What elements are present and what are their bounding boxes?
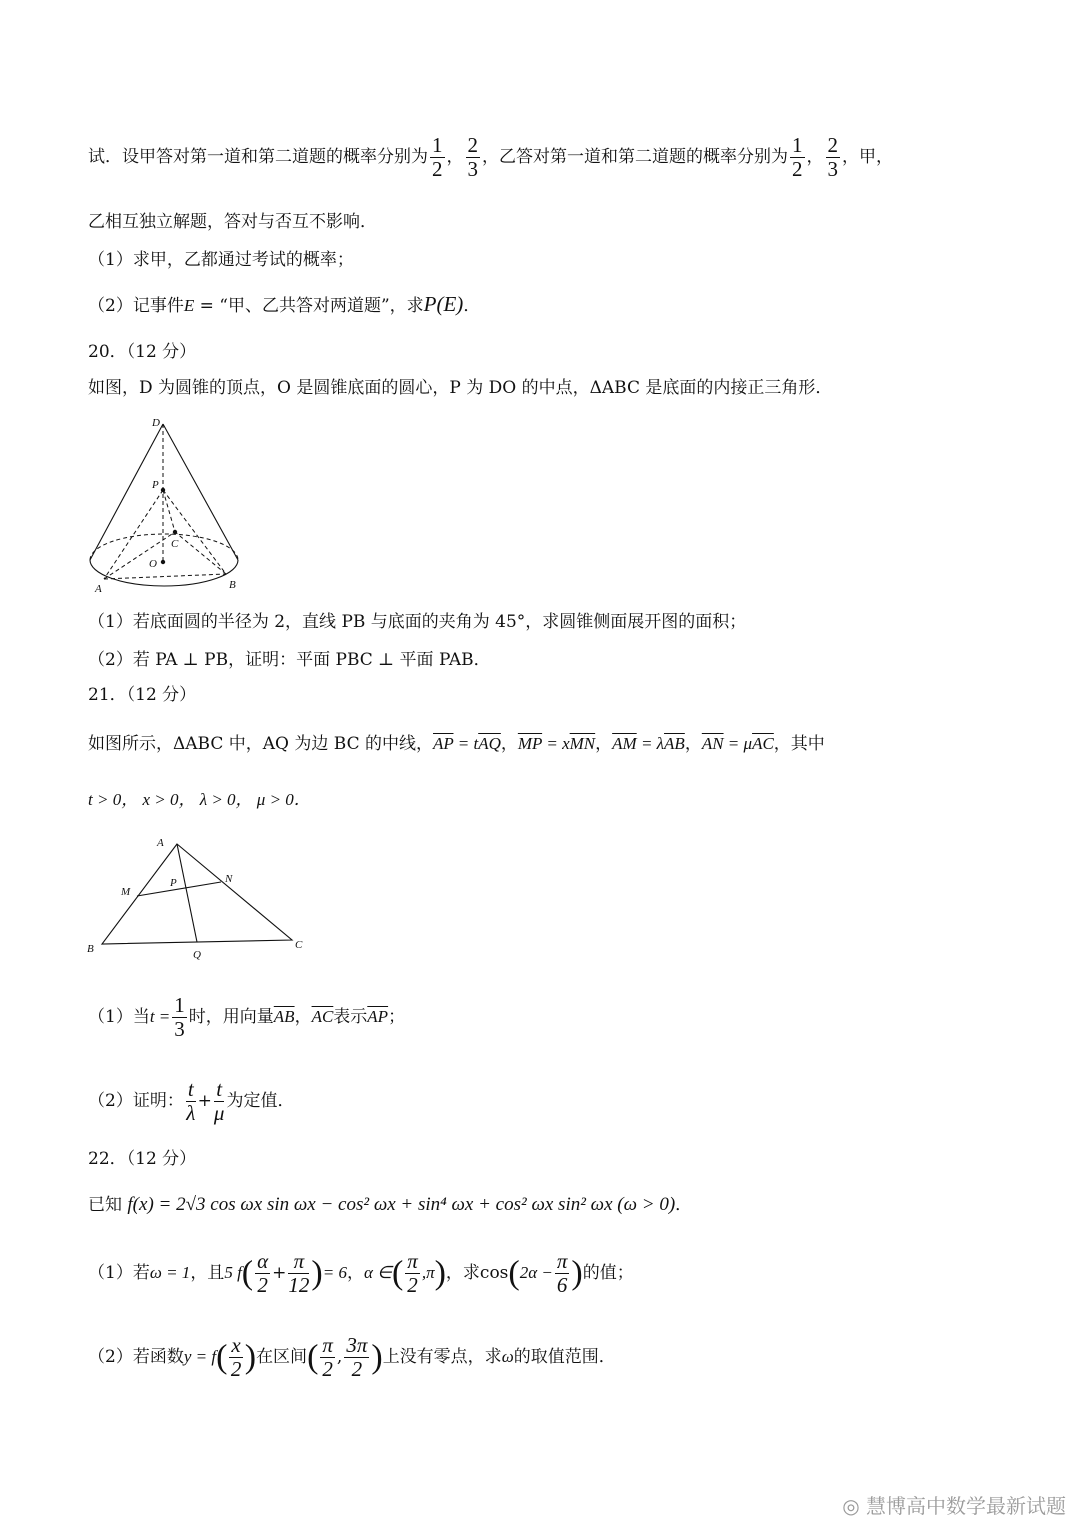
q19-line2: 乙相互独立解题，答对与否互不影响．: [88, 212, 377, 232]
q21-desc-text-b: ，其中: [773, 734, 825, 754]
watermark-text: 慧博高中数学最新试题: [866, 1494, 1066, 1518]
vector-AP: $\overline{AP}$: [433, 734, 454, 753]
q21-sub1-text-c: 表示: [333, 1007, 368, 1028]
wechat-icon: ◎: [842, 1494, 860, 1518]
vector-AC: $\overline{AC}$: [311, 1007, 334, 1027]
q19-line1-text: 试．设甲答对第一道和第二道题的概率分别为: [88, 147, 428, 168]
q19-sub2-text-c: = “甲、乙共答对两道题”，求: [194, 296, 424, 316]
q20-sub1: （1）若底面圆的半径为 2，直线 PB 与底面的夹角为 45°，求圆锥侧面展开图的面积；: [88, 612, 747, 632]
event-symbol: E: [183, 296, 195, 315]
label-C: C: [171, 538, 179, 550]
q19-sub2-text: （2）记事件: [88, 296, 184, 316]
cone-figure: [86, 414, 256, 596]
fraction: $\frac{1}{3}$: [174, 993, 185, 1042]
two-alpha: 2α −: [519, 1263, 553, 1283]
vector-MP: $\overline{MP}$: [517, 734, 543, 753]
label-B: B: [87, 943, 94, 955]
q21-heading: 21．（12 分）: [88, 685, 197, 705]
q21-sub2: （2）证明： $\frac{t}{\lambda}$ + $\frac{t}{\mu}$ 为定值．: [88, 1077, 295, 1126]
five-f: 5 f: [224, 1263, 242, 1283]
label-A: A: [157, 837, 164, 849]
q22-heading: 22．（12 分）: [88, 1149, 197, 1169]
q22-definition: [88, 1195, 692, 1214]
label-N: N: [225, 873, 233, 885]
vec-relation: = μ: [723, 734, 753, 753]
fraction: $\frac{\alpha}{2}$: [257, 1249, 269, 1298]
vector-AM: $\overline{AM}$: [612, 734, 637, 753]
y-equals-f: y = f: [183, 1347, 217, 1367]
q21-desc-text: 如图所示，ΔABC 中，AQ 为边 BC 的中线，: [88, 734, 434, 754]
q19-sub2-text-e: ．: [463, 296, 481, 316]
q22-def-end: ．: [675, 1195, 693, 1215]
watermark: [842, 1490, 1066, 1519]
vector-AP: $\overline{AP}$: [367, 1007, 389, 1027]
q21-sub1: （1）当t = $\frac{1}{3}$ 时，用向量$\overline{AB}$，$\overline{AC}$表示$\overline{AP}$；: [88, 993, 406, 1042]
vec-relation: = λ: [636, 734, 665, 753]
fraction: $\frac{\pi}{12}$: [288, 1249, 310, 1298]
q21-sub1-text: （1）当: [88, 1007, 150, 1028]
label-A: A: [95, 583, 102, 595]
cos-symbol: cos: [479, 1263, 509, 1284]
q21-description: 如图所示，ΔABC 中，AQ 为边 BC 的中线，$\overline{AP} = t\overline{AQ}$，$\overline{MP} = x\overline{MN}$，$\overline{AM} = \lambda\overline{AB}$，$\overline{AN} = \mu\overline{AC}$，其中: [88, 734, 825, 754]
q22-sub1: （1）若ω = 1，且5 f( $\frac{\alpha}{2}$ + $\frac{\pi}{12}$ )= 6，α ∈( $\frac{\pi}{2}$ ,π)，求cos(2α − $\frac{\pi}{6}$ )的值；: [88, 1249, 634, 1298]
q19-line1: 试．设甲答对第一道和第二道题的概率分别为 $\frac{1}{2}$ ， $\frac{2}{3}$ ，乙答对第一道和第二道题的概率分别为 $\frac{1}{2}$ ， $\frac{2}{3}$ ，甲，: [88, 133, 893, 182]
q20-sub2: （2）若 PA ⊥ PB，证明：平面 PBC ⊥ 平面 PAB．: [88, 650, 491, 670]
fraction: $\frac{1}{2}$: [792, 133, 803, 182]
fraction: $\frac{1}{2}$: [432, 133, 443, 182]
q19-line1-text-b: ，乙答对第一道和第二道题的概率分别为: [482, 147, 788, 168]
vec-relation: = t: [453, 734, 479, 753]
q21-sub1-text-b: 时，用向量: [188, 1007, 274, 1028]
vector-AQ: $\overline{AQ}$: [478, 734, 501, 753]
q22-sub1-text: （1）若: [88, 1263, 150, 1284]
fraction: $\frac{t}{\lambda}$: [186, 1077, 196, 1126]
t-equals: t =: [149, 1007, 171, 1027]
label-O: O: [149, 558, 157, 570]
q22-sub2-text-d: 的取值范围．: [513, 1347, 616, 1368]
q22-sub2-text: （2）若函数: [88, 1347, 184, 1368]
label-P: P: [152, 479, 159, 491]
fraction: $\frac{\pi}{2}$: [407, 1249, 418, 1298]
q19-sub1: （1）求甲，乙都通过考试的概率；: [88, 250, 354, 270]
probability-expr: P(E): [423, 292, 464, 316]
fraction: $\frac{2}{3}$: [827, 133, 838, 182]
label-C: C: [295, 939, 303, 951]
q20-description: 如图，D 为圆锥的顶点，O 是圆锥底面的圆心，P 为 DO 的中点，ΔABC 是底面的内接正三角形．: [88, 378, 833, 398]
label-B: B: [229, 579, 236, 591]
label-D: D: [152, 417, 160, 429]
fraction: $\frac{2}{3}$: [467, 133, 478, 182]
q22-def-text: 已知: [88, 1195, 122, 1215]
q22-sub1-text-b: ，且: [190, 1263, 225, 1284]
q22-sub1-text-e: 的值；: [582, 1263, 634, 1284]
fraction: $\frac{\pi}{2}$: [322, 1333, 333, 1382]
equals-six: = 6: [322, 1263, 347, 1283]
vector-AB: $\overline{AB}$: [273, 1007, 295, 1027]
triangle-figure: [84, 834, 314, 964]
function-definition: f(x) = 2√3 cos ωx sin ωx − cos² ωx + sin⁴ ωx + cos² ωx sin² ωx (ω > 0): [127, 1194, 676, 1215]
omega: ω: [501, 1347, 514, 1367]
q21-sub2-text-b: 为定值．: [226, 1091, 295, 1112]
fraction: $\frac{\pi}{6}$: [556, 1249, 568, 1298]
vector-MN: $\overline{MN}$: [569, 734, 596, 753]
q21-sub1-text-d: ；: [388, 1007, 406, 1028]
vector-AN: $\overline{AN}$: [701, 734, 724, 753]
vec-relation: = x: [542, 734, 570, 753]
q20-heading: 20．（12 分）: [88, 342, 197, 362]
fraction: $\frac{3\pi}{2}$: [346, 1333, 368, 1382]
vector-AC: $\overline{AC}$: [752, 734, 774, 753]
q22-sub2-text-b: 在区间: [256, 1347, 308, 1368]
fraction: $\frac{x}{2}$: [230, 1333, 242, 1382]
q19-sub2: [88, 294, 480, 315]
omega-eq: ω = 1: [149, 1263, 191, 1283]
label-Q: Q: [193, 949, 201, 961]
q19-line1-text-c: ，甲，: [842, 147, 893, 168]
q22-sub1-text-d: ，求: [445, 1263, 480, 1284]
q21-sub2-text: （2）证明：: [88, 1091, 184, 1112]
label-M: M: [121, 886, 131, 898]
q22-sub2-text-c: 上没有零点，求: [382, 1347, 502, 1368]
vector-AB: $\overline{AB}$: [664, 734, 685, 753]
pi-bound: ,π: [421, 1263, 435, 1283]
q22-sub2: （2）若函数y = f( $\frac{x}{2}$ )在区间( $\frac{\pi}{2}$ , $\frac{3\pi}{2}$ )上没有零点，求ω的取值范围．: [88, 1333, 616, 1382]
fraction: $\frac{t}{\mu}$: [213, 1077, 225, 1126]
label-P: P: [170, 877, 177, 889]
alpha-in: α ∈: [363, 1263, 392, 1283]
comma: ，: [346, 1263, 364, 1284]
q21-conditions: t > 0， x > 0， λ > 0， μ > 0．: [88, 790, 311, 809]
